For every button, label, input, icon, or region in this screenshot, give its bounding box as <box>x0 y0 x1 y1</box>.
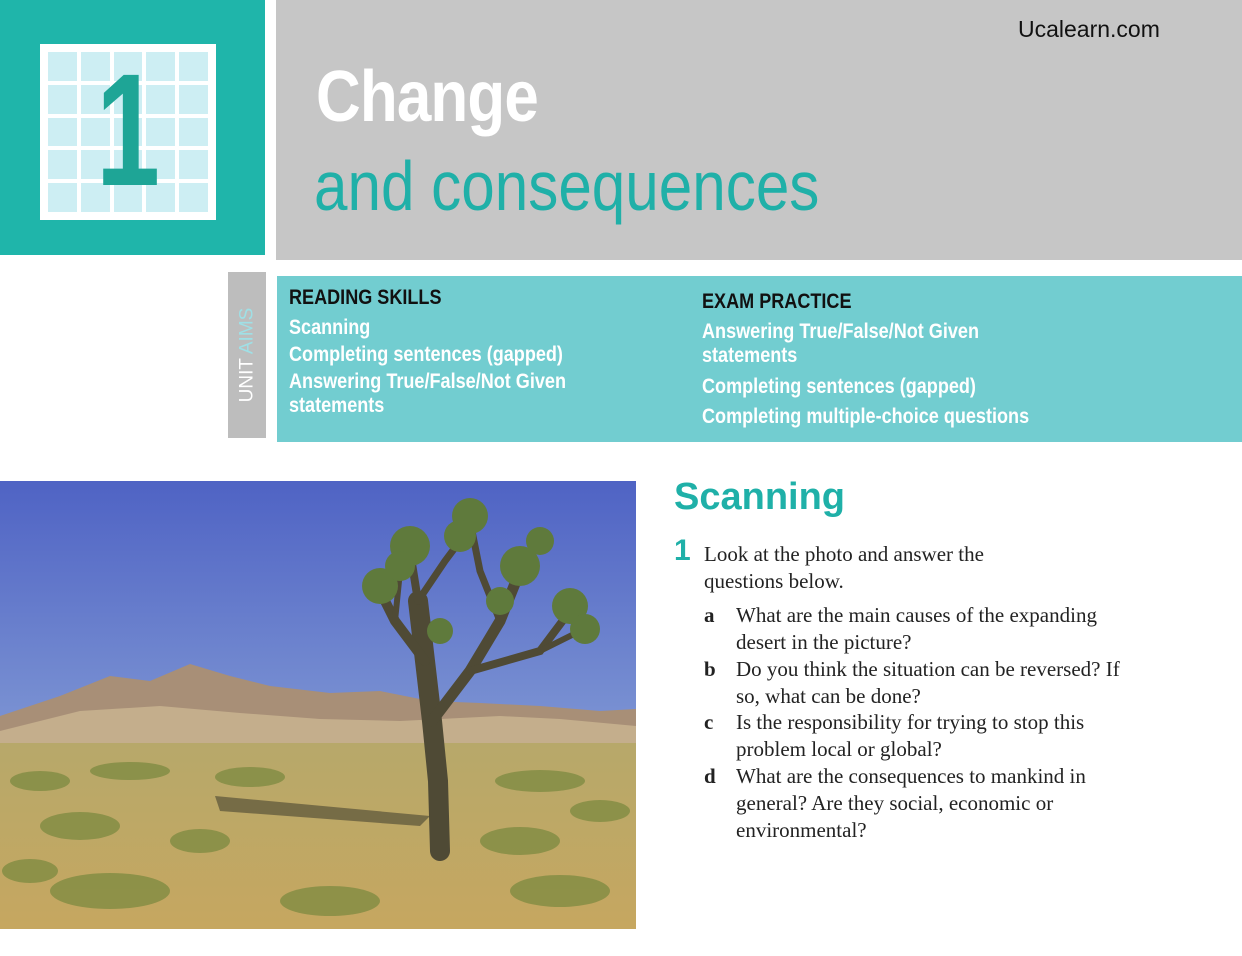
unit-aims-label-unit: UNIT <box>236 358 258 403</box>
unit-badge <box>40 40 216 220</box>
unit-subtitle: and consequences <box>314 147 820 225</box>
exam-practice-item: Completing sentences (gapped) <box>702 375 976 398</box>
unit-aims-side-tab <box>228 272 266 438</box>
reading-skills-item: Scanning <box>289 316 371 339</box>
exam-practice-item: statements <box>702 344 798 367</box>
reading-skills-item: Answering True/False/Not Given <box>289 370 566 393</box>
sub-question-letter: b <box>704 657 716 681</box>
sub-question-text: Is the responsibility for trying to stop this problem local or global? <box>736 710 1085 761</box>
watermark: Ucalearn.com <box>1018 16 1160 42</box>
exam-practice-item: Completing multiple-choice questions <box>702 405 1030 428</box>
reading-skills-item: statements <box>289 394 385 417</box>
sub-question-letter: a <box>704 603 715 627</box>
reading-skills-heading: READING SKILLS <box>289 286 442 309</box>
sub-question-text: What are the main causes of the expanding desert in the picture? <box>736 603 1097 654</box>
reading-skills-item: Completing sentences (gapped) <box>289 343 563 366</box>
exam-practice-heading: EXAM PRACTICE <box>702 290 852 313</box>
unit-aims-label-aims: AIMS <box>236 307 258 355</box>
sub-question-letter: d <box>704 764 716 788</box>
sub-question-text: What are the consequences to mankind in general? Are they social, economic or environmental? <box>736 764 1086 842</box>
reading-skills-column <box>289 286 611 419</box>
unit-title: Change <box>316 57 538 137</box>
unit-aims-band <box>277 276 1242 442</box>
sub-question-letter: c <box>704 710 714 734</box>
question-intro: Look at the photo and answer the questions below. <box>704 542 984 593</box>
exam-practice-item: Answering True/False/Not Given <box>702 320 979 343</box>
unit-aims-label <box>228 272 266 438</box>
question-number: 1 <box>674 534 691 567</box>
section-title: Scanning <box>674 476 846 518</box>
unit-tile <box>0 0 265 255</box>
unit-number: 1 <box>95 40 161 219</box>
sub-question-text: Do you think the situation can be reversed? If so, what can be done? <box>736 657 1120 708</box>
exam-practice-column <box>702 290 1082 430</box>
desert-joshua-tree-photo <box>0 481 636 929</box>
